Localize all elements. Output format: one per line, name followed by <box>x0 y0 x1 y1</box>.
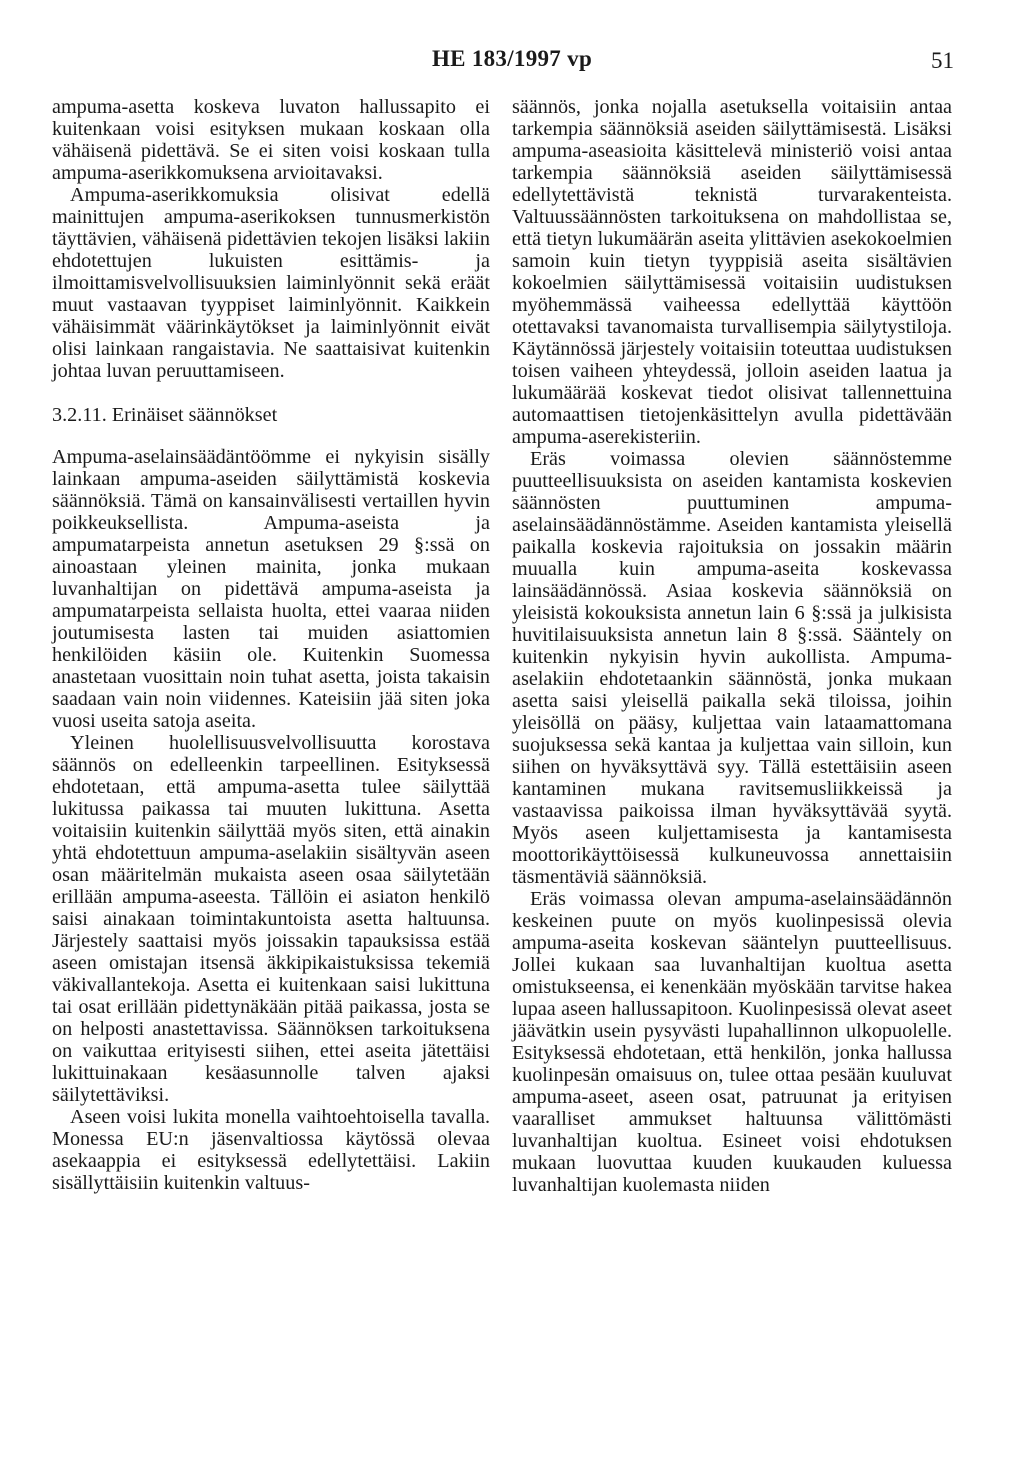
page-number: 51 <box>931 48 954 73</box>
right-paragraph-2: Eräs voimassa olevien säännöstemme puutteellisuuksista on aseiden kantamista koskevien säännösten puuttuminen ampuma-aselainsäädännöstämme. Aseiden kantamista yleisellä paikalla koskevia rajoituksia on jossakin määrin muualla kuin ampuma-aseita koskevassa lainsäädännössä. Asiaa koskevia säännöksiä on yleisistä kokouksista annetun lain 6 §:ssä ja julkisista huvitilaisuuksista annetun lain 8 §:ssä. Sääntely on kuitenkin nykyisin hyvin aukollista. Ampuma-aselakiin ehdotetaankin säännöstä, jonka mukaan asetta saisi yleisellä paikalla sekä tiloissa, joihin yleisöllä on pääsy, kuljettaa vain lataamattomana suojuksessa sekä kantaa ja kuljettaa vain silloin, kun siihen on hyväksyttävä syy. Tällä estettäisiin aseen kantaminen mukana ravitsemusliikkeissä ja vastaavissa paikoissa ilman hyväksyttävää syytä. Myös aseen kuljettamisesta ja kantamisesta moottorikäyttöisessä kulkuneuvossa annettaisiin täsmentäviä säännöksiä. <box>512 448 952 888</box>
left-paragraph-4: Yleinen huolellisuusvelvollisuutta korostava säännös on edelleenkin tarpeellinen. Esityksessä ehdotetaan, että ampuma-asetta tulee säilyttää lukitussa paikassa tai muuten lukittuna. Asetta voitaisiin kuitenkin säilyttää myös siten, että ainakin yhtä ehdotettuun ampuma-aselakiin sisältyvän aseen osan määritelmän mukaista aseen osaa säilytetään erillään ampuma-aseesta. Tällöin ei asiaton henkilö saisi ainakaan toimintakuntoista asetta haltuunsa. Järjestely saattaisi myös joissakin tapauksissa estää aseen omistajan itsensä äkkipikaistuksissa tekemiä väkivallantekoja. Asetta ei kuitenkaan saisi lukittuna tai osat erillään pidettynäkään pitää paikassa, josta se on helposti anastettavissa. Säännöksen tarkoituksena on vaikuttaa erityisesti siihen, ettei aseita jätettäisi lukittuinakaan kesäasunnolle talven ajaksi säilytettäviksi. <box>52 732 490 1106</box>
left-paragraph-3: Ampuma-aselainsäädäntöömme ei nykyisin sisälly lainkaan ampuma-aseiden säilyttämistä koskevia säännöksiä. Tämä on kansainvälisesti vertaillen hyvin poikkeuksellista. Ampuma-aseista ja ampumatarpeista annetun asetuksen 29 §:ssä on ainoastaan yleinen mainita, jonka mukaan luvanhaltijan on pidettävä ampuma-aseista ja ampumatarpeista sellaista huolta, ettei vaaraa niiden joutumisesta lasten tai muiden asiattomien henkilöiden käsiin ole. Kuitenkin Suomessa anastetaan vuosittain noin tuhat asetta, joista takaisin saadaan vain noin viidennes. Kateisiin jää siten joka vuosi useita satoja aseita. <box>52 446 490 732</box>
left-paragraph-1: ampuma-asetta koskeva luvaton hallussapito ei kuitenkaan voisi esityksen mukaan koskaan olla vähäisenä pidettävä. Se ei siten voisi koskaan tulla ampuma-aserikkomuksena arvioitavaksi. <box>52 96 490 184</box>
page-header <box>0 46 1024 78</box>
right-column <box>512 96 952 1196</box>
right-paragraph-3: Eräs voimassa olevan ampuma-aselainsäädännön keskeinen puute on myös kuolinpesissä olevia ampuma-aseita koskevan sääntelyn puutteellisuus. Jollei kukaan saa luvanhaltijan kuoltua asetta omistukseensa, ei kenenkään myöskään tarvitse hakea lupaa aseen hallussapitoon. Kuolinpesissä olevat aseet jäävätkin usein pysyvästi lupahallinnon ulkopuolelle. Esityksessä ehdotetaan, että henkilön, jonka hallussa kuolinpesän omaisuus on, tulee ottaa pesään kuuluvat ampuma-aseet, aseen osat, patruunat ja erityisen vaaralliset ammukset haltuunsa välittömästi luvanhaltijan kuoltua. Esineet voisi ehdotuksen mukaan luovuttaa kuuden kuukauden kuluessa luvanhaltijan kuolemasta niiden <box>512 888 952 1196</box>
document-title: HE 183/1997 vp <box>431 46 593 71</box>
left-paragraph-2: Ampuma-aserikkomuksia olisivat edellä mainittujen ampuma-aserikoksen tunnusmerkistön täyttävien, vähäisenä pidettävien tekojen lisäksi lakiin ehdotettujen lukuisten esittämis- ja ilmoittamisvelvollisuuksien laiminlyönnit sekä eräät muut vastaavan tyyppiset laiminlyönnit. Kaikkein vähäisimmät väärinkäytökset ja laiminlyönnit eivät olisi lainkaan rangaistavia. Ne saattaisivat kuitenkin johtaa luvan peruuttamiseen. <box>52 184 490 382</box>
left-paragraph-5: Aseen voisi lukita monella vaihtoehtoisella tavalla. Monessa EU:n jäsenvaltiossa käytössä olevaa asekaappia ei esityksessä edellytettäisi. Lakiin sisällyttäisiin kuitenkin valtuus- <box>52 1106 490 1194</box>
left-column <box>52 96 490 1194</box>
section-heading: 3.2.11. Erinäiset säännökset <box>52 404 278 426</box>
right-paragraph-1: säännös, jonka nojalla asetuksella voitaisiin antaa tarkempia säännöksiä aseiden säilyttämisestä. Lisäksi ampuma-aseasioita käsittelevä ministeriö voisi antaa tarkempia säännöksiä aseiden säilyttämisessä edellytettävistä teknistä turvarakenteista. Valtuussäännösten tarkoituksena on mahdollistaa se, että tietyn lukumäärän aseita ylittävien asekokoelmien samoin kuin tietyn tyyppisiä aseita sisältävien kokoelmien säilyttämisessä voitaisiin uudistuksen myöhemmässä vaiheessa edellyttää käyttöön otettavaksi tavanomaista turvallisempia säilytystiloja. Käytännössä järjestely voitaisiin toteuttaa uudistuksen toisen vaiheen yhteydessä, jolloin aseiden laatua ja lukumäärää koskevat tiedot olisivat tallennettuina automaattisen tietojenkäsittelyn avulla pidettävään ampuma-aserekisteriin. <box>512 96 952 448</box>
